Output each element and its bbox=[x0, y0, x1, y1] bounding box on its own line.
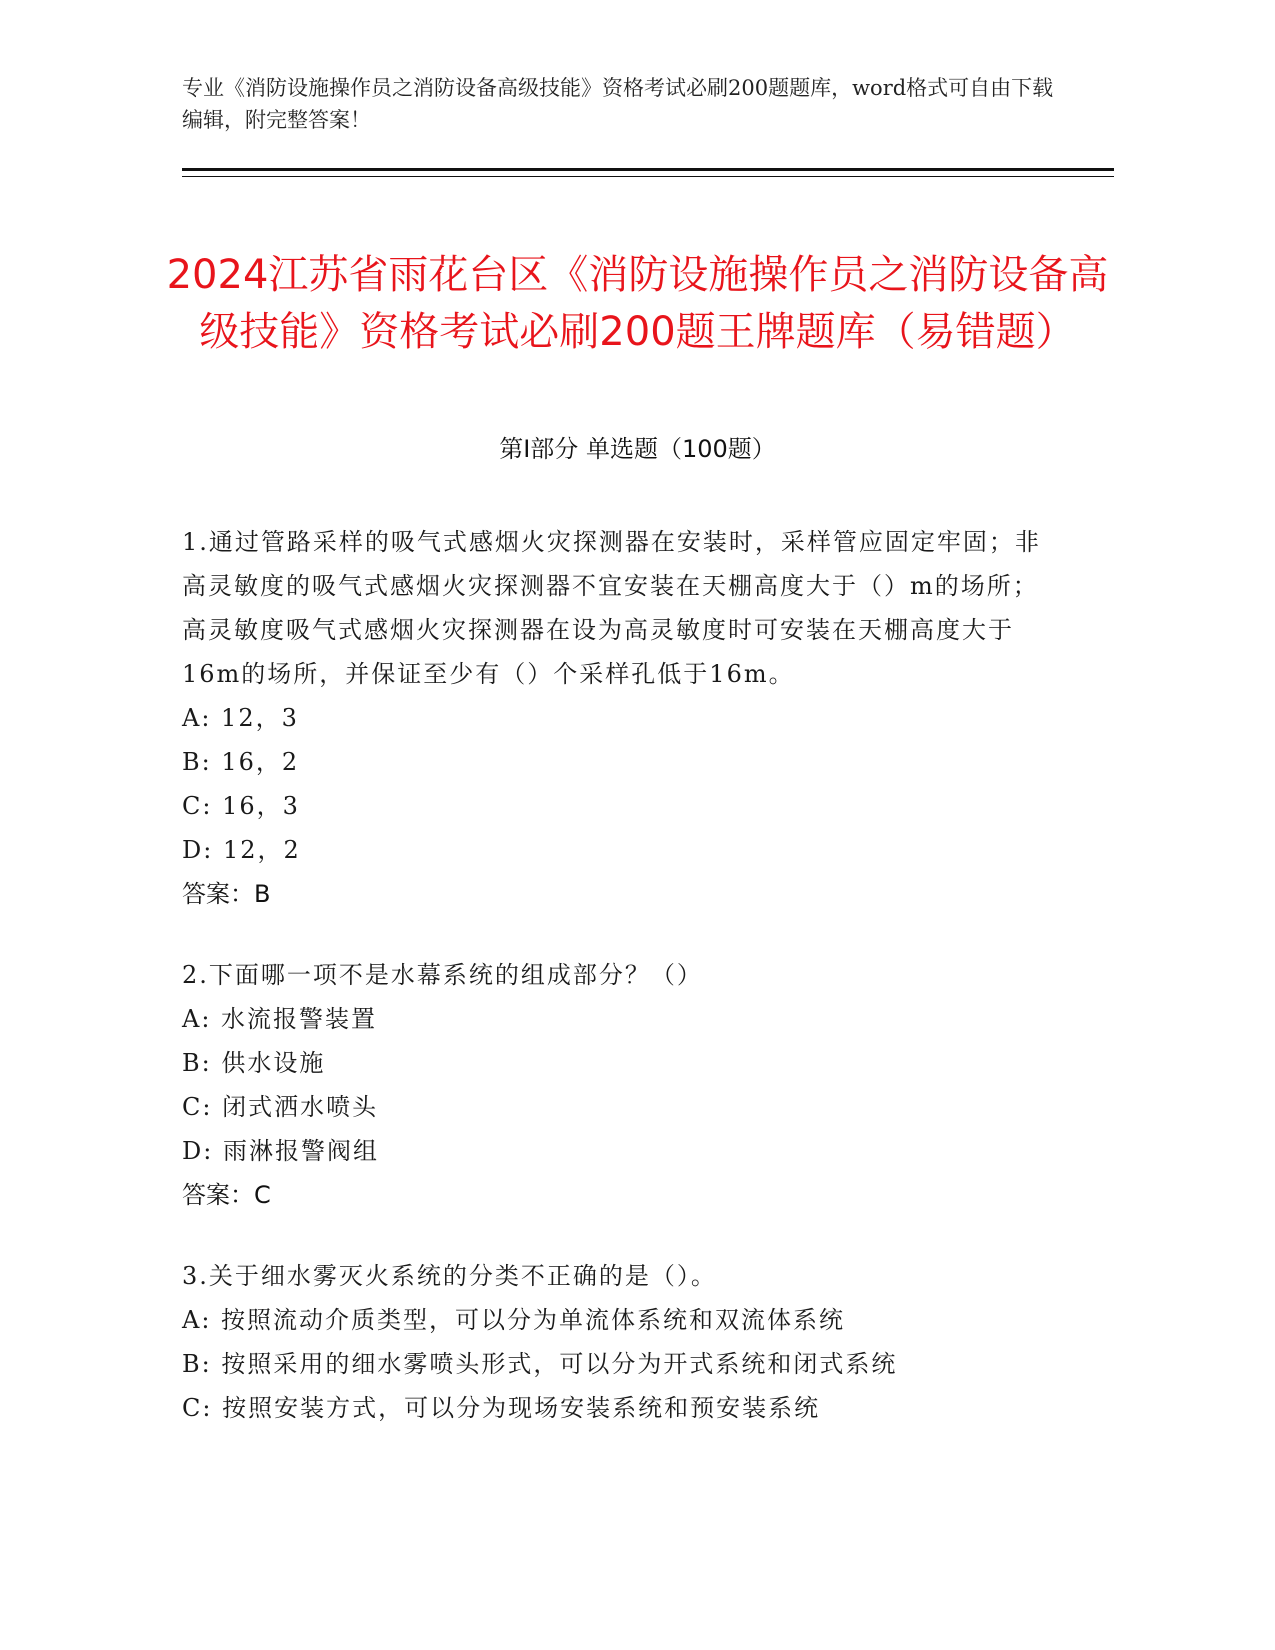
option-c: C: 闭式洒水喷头 bbox=[182, 1093, 379, 1121]
header-divider-thick bbox=[182, 168, 1114, 171]
question-item bbox=[182, 1254, 1062, 1430]
option-b: B: 16，2 bbox=[182, 748, 300, 776]
option-b: B: 供水设施 bbox=[182, 1049, 326, 1077]
header-divider-thin bbox=[182, 176, 1114, 177]
option-d: D: 12，2 bbox=[182, 836, 301, 864]
question-stem: 1.通过管路采样的吸气式感烟火灾探测器在安装时，采样管应固定牢固；非高灵敏度的吸气式感烟火灾探测器不宜安装在天棚高度大于（）m的场所；高灵敏度吸气式感烟火灾探测器在设为高灵敏度时可安装在天棚高度大于16m的场所，并保证至少有（）个采样孔低于16m。 bbox=[182, 528, 1041, 688]
question-item bbox=[182, 520, 1062, 916]
option-a: A: 按照流动介质类型，可以分为单流体系统和双流体系统 bbox=[182, 1306, 846, 1334]
answer: 答案：C bbox=[182, 1181, 271, 1209]
option-b: B: 按照采用的细水雾喷头形式，可以分为开式系统和闭式系统 bbox=[182, 1350, 898, 1378]
option-c: C: 16，3 bbox=[182, 792, 300, 820]
section-heading: 第Ⅰ部分 单选题（100题） bbox=[499, 435, 776, 463]
question-stem: 3.关于细水雾灭火系统的分类不正确的是（）。 bbox=[182, 1262, 717, 1290]
question-stem: 2.下面哪一项不是水幕系统的组成部分？（） bbox=[182, 961, 703, 989]
option-a: A: 12，3 bbox=[182, 704, 299, 732]
option-c: C: 按照安装方式，可以分为现场安装系统和预安装系统 bbox=[182, 1394, 821, 1422]
header-note: 专业《消防设施操作员之消防设备高级技能》资格考试必刷200题题库，word格式可自由下载编辑，附完整答案！ bbox=[182, 76, 1054, 132]
option-a: A: 水流报警装置 bbox=[182, 1005, 378, 1033]
question-item bbox=[182, 953, 1062, 1217]
question-list bbox=[182, 520, 1062, 1467]
answer: 答案：B bbox=[182, 880, 271, 908]
option-d: D: 雨淋报警阀组 bbox=[182, 1137, 379, 1165]
document-title: 2024江苏省雨花台区《消防设施操作员之消防设备高级技能》资格考试必刷200题王牌题库（易错题） bbox=[166, 251, 1109, 355]
